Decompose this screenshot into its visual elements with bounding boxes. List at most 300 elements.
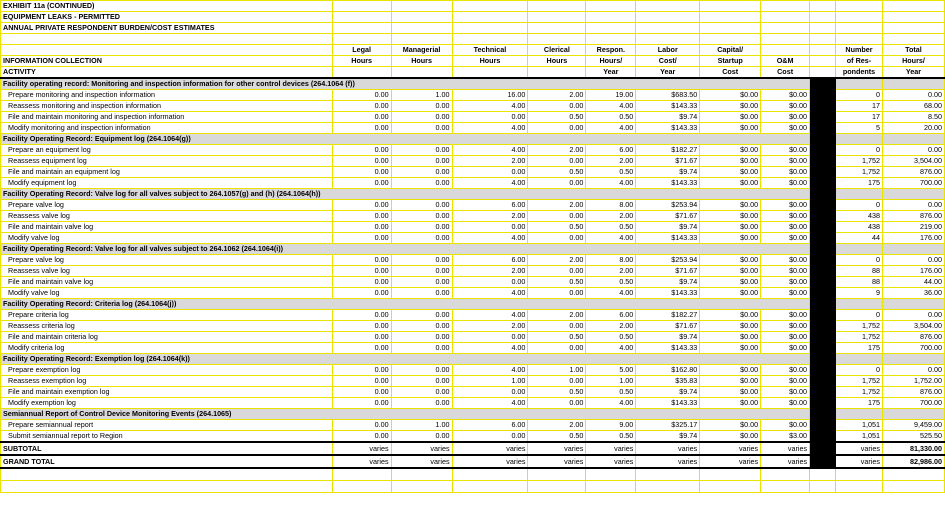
value-cell[interactable]: 0.50 [586,277,636,288]
column-header[interactable]: Year [636,67,700,79]
empty-cell[interactable] [700,23,761,34]
value-cell[interactable]: 175 [836,398,883,409]
value-cell[interactable]: 6.00 [586,310,636,321]
value-cell[interactable]: $182.27 [636,310,700,321]
value-cell[interactable]: $253.94 [636,255,700,266]
value-cell[interactable]: 0.00 [391,123,452,134]
value-cell[interactable]: 0.00 [332,255,391,266]
value-cell[interactable]: 2.00 [586,266,636,277]
empty-cell[interactable] [586,23,636,34]
value-cell[interactable]: $0.00 [700,420,761,431]
value-cell[interactable]: 0.00 [452,277,528,288]
value-cell[interactable]: 0.00 [332,431,391,443]
value-cell[interactable]: 5 [836,123,883,134]
value-cell[interactable]: 0.00 [332,321,391,332]
value-cell[interactable]: 0.00 [332,288,391,299]
value-cell[interactable]: 0.00 [391,288,452,299]
value-cell[interactable]: 0.00 [391,266,452,277]
empty-cell[interactable] [882,1,944,12]
value-cell[interactable]: 0.00 [332,266,391,277]
black-column-cell[interactable] [810,266,836,277]
value-cell[interactable]: $9.74 [636,431,700,443]
section-title[interactable]: Facility Operating Record: Criteria log (264.1064(j)) [1,299,810,310]
empty-cell[interactable] [700,34,761,45]
value-cell[interactable]: 0.00 [332,200,391,211]
value-cell[interactable]: 0.00 [332,398,391,409]
value-cell[interactable]: 8.50 [882,112,944,123]
value-cell[interactable]: 0.00 [528,233,586,244]
empty-cell[interactable] [528,1,586,12]
value-cell[interactable]: 0.00 [332,343,391,354]
value-cell[interactable]: 0 [836,90,883,101]
value-cell[interactable]: 0.00 [391,167,452,178]
value-cell[interactable]: 2.00 [528,200,586,211]
value-cell[interactable]: 0.50 [528,332,586,343]
value-cell[interactable]: 1.00 [391,90,452,101]
value-cell[interactable]: 0.00 [332,420,391,431]
column-header[interactable]: Year [586,67,636,79]
value-cell[interactable]: $0.00 [761,387,810,398]
value-cell[interactable]: $9.74 [636,222,700,233]
black-column-cell[interactable] [810,200,836,211]
empty-cell[interactable] [332,12,391,23]
value-cell[interactable]: 0.00 [391,211,452,222]
total-value[interactable]: varies [391,442,452,455]
value-cell[interactable]: 0.00 [332,101,391,112]
total-value[interactable]: varies [761,455,810,468]
value-cell[interactable]: $0.00 [761,123,810,134]
value-cell[interactable]: 0.00 [452,431,528,443]
column-header[interactable]: Total [882,45,944,56]
empty-cell[interactable] [332,23,391,34]
activity-cell[interactable]: Prepare exemption log [1,365,333,376]
column-header[interactable]: Number [836,45,883,56]
total-value[interactable]: varies [586,442,636,455]
value-cell[interactable]: $325.17 [636,420,700,431]
value-cell[interactable]: $0.00 [761,321,810,332]
value-cell[interactable]: 0.00 [391,101,452,112]
empty-cell[interactable] [700,468,761,481]
total-label[interactable]: SUBTOTAL [1,442,333,455]
value-cell[interactable]: $0.00 [761,343,810,354]
value-cell[interactable]: $0.00 [700,112,761,123]
value-cell[interactable]: $0.00 [700,167,761,178]
value-cell[interactable]: $0.00 [700,200,761,211]
value-cell[interactable]: 0.00 [882,310,944,321]
value-cell[interactable]: 44.00 [882,277,944,288]
value-cell[interactable]: 2.00 [452,211,528,222]
black-column-cell[interactable] [810,123,836,134]
value-cell[interactable]: 2.00 [528,310,586,321]
empty-cell[interactable] [452,468,528,481]
empty-cell[interactable] [761,23,810,34]
value-cell[interactable]: 4.00 [586,233,636,244]
empty-cell[interactable] [332,1,391,12]
black-column-cell[interactable] [810,310,836,321]
black-column-cell[interactable] [810,233,836,244]
black-column-cell[interactable] [810,277,836,288]
total-value[interactable]: varies [452,455,528,468]
empty-cell[interactable] [452,481,528,493]
empty-cell[interactable] [836,354,883,365]
empty-cell[interactable] [836,12,883,23]
value-cell[interactable]: 0.00 [332,156,391,167]
total-value[interactable]: 82,986.00 [882,455,944,468]
value-cell[interactable]: 19.00 [586,90,636,101]
value-cell[interactable]: 0.00 [391,376,452,387]
value-cell[interactable]: $0.00 [700,288,761,299]
value-cell[interactable]: 0.50 [528,431,586,443]
value-cell[interactable]: 1.00 [528,365,586,376]
title-line[interactable]: ANNUAL PRIVATE RESPONDENT BURDEN/COST ESTIMATES [1,23,333,34]
column-header[interactable]: O&M [761,56,810,67]
column-header[interactable]: Legal [332,45,391,56]
value-cell[interactable]: 4.00 [586,123,636,134]
value-cell[interactable]: $9.74 [636,167,700,178]
value-cell[interactable]: $0.00 [761,156,810,167]
section-title[interactable]: Semiannual Report of Control Device Monitoring Events (264.1065) [1,409,810,420]
empty-cell[interactable] [332,481,391,493]
value-cell[interactable]: 0.00 [452,332,528,343]
value-cell[interactable]: 0.00 [332,233,391,244]
value-cell[interactable]: 4.00 [586,288,636,299]
empty-cell[interactable] [836,481,883,493]
empty-cell[interactable] [636,468,700,481]
empty-cell[interactable] [761,12,810,23]
empty-cell[interactable] [761,468,810,481]
column-header[interactable]: Hours [391,56,452,67]
value-cell[interactable]: 3,504.00 [882,156,944,167]
empty-cell[interactable] [810,12,836,23]
black-column-cell[interactable] [810,90,836,101]
empty-cell[interactable] [452,12,528,23]
empty-cell[interactable] [836,1,883,12]
empty-cell[interactable] [810,45,836,56]
activity-cell[interactable]: File and maintain monitoring and inspection information [1,112,333,123]
empty-cell[interactable] [810,1,836,12]
column-header[interactable]: pondents [836,67,883,79]
empty-cell[interactable] [836,134,883,145]
value-cell[interactable]: 68.00 [882,101,944,112]
total-value[interactable]: varies [586,455,636,468]
value-cell[interactable]: $143.33 [636,398,700,409]
value-cell[interactable]: $0.00 [761,376,810,387]
value-cell[interactable]: 0.00 [391,156,452,167]
value-cell[interactable]: $0.00 [700,376,761,387]
value-cell[interactable]: 0.00 [882,145,944,156]
value-cell[interactable]: 0.50 [528,277,586,288]
value-cell[interactable]: 4.00 [586,178,636,189]
value-cell[interactable]: 4.00 [452,233,528,244]
value-cell[interactable]: $0.00 [761,310,810,321]
value-cell[interactable]: $71.67 [636,321,700,332]
black-column-cell[interactable] [810,288,836,299]
empty-cell[interactable] [761,1,810,12]
value-cell[interactable]: $9.74 [636,332,700,343]
black-column-cell[interactable] [810,189,836,200]
value-cell[interactable]: $9.74 [636,112,700,123]
empty-cell[interactable] [810,468,836,481]
black-column-cell[interactable] [810,354,836,365]
black-column-cell[interactable] [810,420,836,431]
value-cell[interactable]: 4.00 [586,343,636,354]
value-cell[interactable]: 0.00 [332,365,391,376]
empty-cell[interactable] [1,468,333,481]
column-header[interactable]: Labor [636,45,700,56]
value-cell[interactable]: $35.83 [636,376,700,387]
title-line[interactable]: EQUIPMENT LEAKS - PERMITTED [1,12,333,23]
black-column-cell[interactable] [810,431,836,443]
value-cell[interactable]: $162.80 [636,365,700,376]
value-cell[interactable]: 0.00 [332,387,391,398]
total-value[interactable]: varies [452,442,528,455]
empty-cell[interactable] [836,78,883,90]
value-cell[interactable]: 0.00 [882,365,944,376]
black-column-cell[interactable] [810,145,836,156]
value-cell[interactable]: 44 [836,233,883,244]
value-cell[interactable]: 700.00 [882,398,944,409]
value-cell[interactable]: $0.00 [761,266,810,277]
value-cell[interactable]: $0.00 [700,310,761,321]
column-header[interactable]: Respon. [586,45,636,56]
value-cell[interactable]: $0.00 [700,178,761,189]
value-cell[interactable]: $3.00 [761,431,810,443]
value-cell[interactable]: 0.00 [528,156,586,167]
empty-cell[interactable] [1,481,333,493]
column-header[interactable]: Cost [761,67,810,79]
total-value[interactable]: varies [761,442,810,455]
value-cell[interactable]: $0.00 [761,222,810,233]
value-cell[interactable]: $0.00 [700,101,761,112]
empty-cell[interactable] [882,481,944,493]
value-cell[interactable]: 2.00 [452,156,528,167]
section-title[interactable]: Facility Operating Record: Valve log for all valves subject to 264.1057(g) and (h) (264.1064(h)) [1,189,810,200]
value-cell[interactable]: 4.00 [452,310,528,321]
value-cell[interactable]: 0.00 [332,90,391,101]
value-cell[interactable]: $0.00 [700,233,761,244]
value-cell[interactable]: 0.50 [528,387,586,398]
activity-cell[interactable]: Modify valve log [1,233,333,244]
total-value[interactable]: varies [636,442,700,455]
empty-cell[interactable] [836,189,883,200]
value-cell[interactable]: 0.00 [452,387,528,398]
value-cell[interactable]: $71.67 [636,266,700,277]
value-cell[interactable]: 8.00 [586,255,636,266]
total-value[interactable]: varies [332,442,391,455]
value-cell[interactable]: $0.00 [700,398,761,409]
value-cell[interactable]: 0.00 [332,277,391,288]
section-title[interactable]: Facility operating record: Monitoring and inspection information for other control devices (264.1064 (f)) [1,78,810,90]
empty-cell[interactable] [810,67,836,79]
black-column-cell[interactable] [810,321,836,332]
value-cell[interactable]: $0.00 [761,255,810,266]
value-cell[interactable]: $0.00 [700,321,761,332]
empty-cell[interactable] [836,299,883,310]
activity-cell[interactable]: Prepare an equipment log [1,145,333,156]
value-cell[interactable]: 0.50 [586,387,636,398]
black-column-cell[interactable] [810,365,836,376]
black-column-cell[interactable] [810,167,836,178]
activity-cell[interactable]: File and maintain valve log [1,222,333,233]
value-cell[interactable]: 88 [836,266,883,277]
empty-cell[interactable] [636,481,700,493]
value-cell[interactable]: 0.00 [332,167,391,178]
activity-cell[interactable]: Modify monitoring and inspection information [1,123,333,134]
value-cell[interactable]: 2.00 [528,420,586,431]
value-cell[interactable]: 3,504.00 [882,321,944,332]
column-header[interactable] [391,67,452,79]
empty-cell[interactable] [636,34,700,45]
value-cell[interactable]: $143.33 [636,343,700,354]
value-cell[interactable]: 0.00 [391,431,452,443]
value-cell[interactable]: 0.00 [528,321,586,332]
empty-cell[interactable] [636,12,700,23]
empty-cell[interactable] [700,1,761,12]
value-cell[interactable]: 0.50 [528,222,586,233]
value-cell[interactable]: 876.00 [882,332,944,343]
empty-cell[interactable] [452,34,528,45]
value-cell[interactable]: 0.00 [332,222,391,233]
value-cell[interactable]: 1,752 [836,156,883,167]
column-header[interactable]: of Res- [836,56,883,67]
black-column-cell[interactable] [810,387,836,398]
value-cell[interactable]: 876.00 [882,211,944,222]
total-value[interactable]: varies [636,455,700,468]
activity-cell[interactable]: Reassess valve log [1,266,333,277]
activity-cell[interactable]: Modify criteria log [1,343,333,354]
empty-cell[interactable] [836,409,883,420]
value-cell[interactable]: 2.00 [528,255,586,266]
value-cell[interactable]: 6.00 [452,420,528,431]
black-column-cell[interactable] [810,211,836,222]
empty-cell[interactable] [836,23,883,34]
empty-cell[interactable] [882,244,944,255]
empty-cell[interactable] [391,468,452,481]
empty-cell[interactable] [586,12,636,23]
value-cell[interactable]: 88 [836,277,883,288]
value-cell[interactable]: 0.00 [391,310,452,321]
value-cell[interactable]: 0.50 [586,167,636,178]
value-cell[interactable]: 1,051 [836,431,883,443]
value-cell[interactable]: $0.00 [700,145,761,156]
value-cell[interactable]: 0.00 [332,332,391,343]
value-cell[interactable]: 0.00 [528,211,586,222]
empty-cell[interactable] [810,481,836,493]
value-cell[interactable]: 0.00 [391,233,452,244]
empty-cell[interactable] [391,481,452,493]
black-column-cell[interactable] [810,299,836,310]
value-cell[interactable]: 1.00 [586,376,636,387]
value-cell[interactable]: $0.00 [761,288,810,299]
value-cell[interactable]: 2.00 [586,211,636,222]
activity-cell[interactable]: Modify valve log [1,288,333,299]
value-cell[interactable]: 4.00 [452,398,528,409]
value-cell[interactable]: $9.74 [636,387,700,398]
empty-cell[interactable] [882,23,944,34]
value-cell[interactable]: 0.00 [391,178,452,189]
value-cell[interactable]: 0.00 [452,112,528,123]
value-cell[interactable]: 0.50 [586,222,636,233]
empty-cell[interactable] [452,23,528,34]
value-cell[interactable]: 0 [836,365,883,376]
value-cell[interactable]: 5.00 [586,365,636,376]
value-cell[interactable]: 0.00 [391,398,452,409]
value-cell[interactable]: 0.50 [586,112,636,123]
value-cell[interactable]: $143.33 [636,178,700,189]
value-cell[interactable]: 4.00 [452,123,528,134]
empty-cell[interactable] [700,12,761,23]
total-value[interactable]: 81,330.00 [882,442,944,455]
value-cell[interactable]: 2.00 [586,321,636,332]
value-cell[interactable]: 0.00 [391,387,452,398]
value-cell[interactable]: $0.00 [700,156,761,167]
column-header[interactable]: INFORMATION COLLECTION [1,56,333,67]
value-cell[interactable]: 0 [836,310,883,321]
total-value[interactable]: varies [836,442,883,455]
value-cell[interactable]: 1,752 [836,387,883,398]
empty-cell[interactable] [810,34,836,45]
value-cell[interactable]: 0.00 [452,167,528,178]
value-cell[interactable]: 0.00 [528,398,586,409]
value-cell[interactable]: $0.00 [761,90,810,101]
value-cell[interactable]: 0.00 [528,266,586,277]
value-cell[interactable]: $182.27 [636,145,700,156]
value-cell[interactable]: 438 [836,211,883,222]
value-cell[interactable]: 0.00 [391,112,452,123]
value-cell[interactable]: 0.00 [528,178,586,189]
value-cell[interactable]: 17 [836,101,883,112]
black-column-cell[interactable] [810,442,836,455]
column-header[interactable]: Capital/ [700,45,761,56]
empty-cell[interactable] [332,468,391,481]
value-cell[interactable]: 4.00 [452,288,528,299]
black-column-cell[interactable] [810,343,836,354]
value-cell[interactable]: 0.00 [391,332,452,343]
value-cell[interactable]: $71.67 [636,211,700,222]
empty-cell[interactable] [452,1,528,12]
column-header[interactable] [1,45,333,56]
empty-cell[interactable] [882,134,944,145]
empty-cell[interactable] [391,1,452,12]
value-cell[interactable]: 6.00 [586,145,636,156]
empty-cell[interactable] [586,34,636,45]
black-column-cell[interactable] [810,409,836,420]
value-cell[interactable]: 2.00 [528,145,586,156]
empty-cell[interactable] [836,34,883,45]
value-cell[interactable]: 1,051 [836,420,883,431]
value-cell[interactable]: $0.00 [761,145,810,156]
empty-cell[interactable] [882,468,944,481]
empty-cell[interactable] [586,468,636,481]
value-cell[interactable]: $0.00 [700,90,761,101]
value-cell[interactable]: $71.67 [636,156,700,167]
value-cell[interactable]: $143.33 [636,101,700,112]
value-cell[interactable]: 0 [836,200,883,211]
total-value[interactable]: varies [528,455,586,468]
value-cell[interactable]: 0.00 [528,123,586,134]
value-cell[interactable]: 1.00 [391,420,452,431]
column-header[interactable]: Startup [700,56,761,67]
value-cell[interactable]: $0.00 [761,398,810,409]
value-cell[interactable]: 20.00 [882,123,944,134]
column-header[interactable] [528,67,586,79]
value-cell[interactable]: 175 [836,343,883,354]
black-column-cell[interactable] [810,332,836,343]
black-column-cell[interactable] [810,398,836,409]
value-cell[interactable]: $0.00 [700,255,761,266]
column-header[interactable]: Hours/ [882,56,944,67]
black-column-cell[interactable] [810,455,836,468]
